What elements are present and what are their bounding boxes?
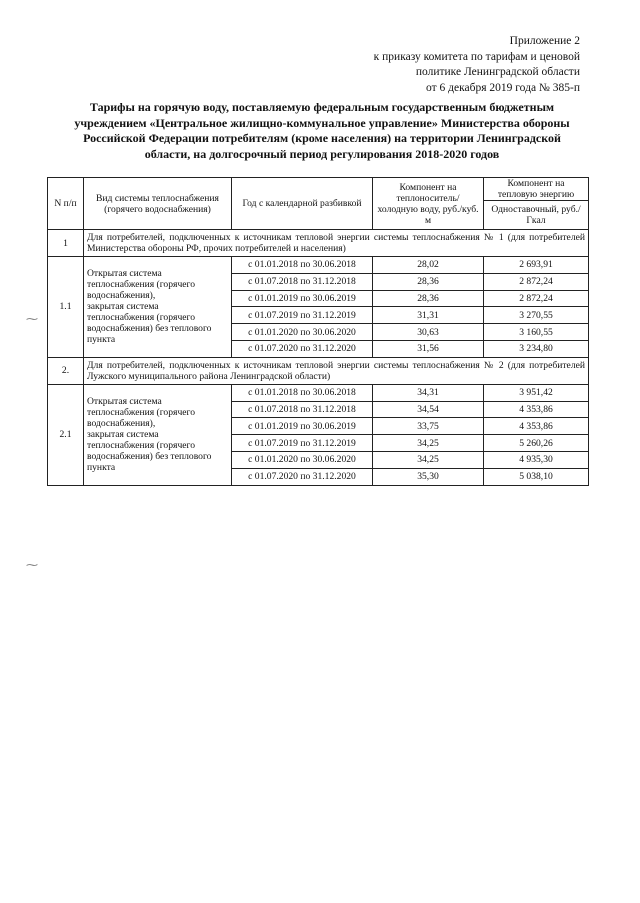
system-closed-text: закрытая система теплоснабжения (горячего водоснабжения) без теплового пункта [87, 429, 212, 474]
group-row [48, 357, 589, 384]
group-num: 2. [48, 357, 84, 384]
title-line: области, на долгосрочный период регулирования 2018-2020 годов [144, 146, 500, 161]
period-cell: с 01.01.2019 по 30.06.2019 [232, 290, 373, 307]
subgroup-num: 1.1 [48, 257, 84, 358]
period-cell: с 01.07.2020 по 31.12.2020 [232, 340, 373, 357]
table-header-row [48, 178, 589, 201]
system-closed-text: закрытая система теплоснабжения (горячего водоснабжения) без теплового пункта [87, 301, 212, 346]
carrier-value: 28,36 [373, 290, 484, 307]
scan-dash-mark: ⁓ [26, 312, 38, 326]
table-row [48, 384, 589, 401]
table-row [48, 257, 589, 274]
period-cell: с 01.01.2020 по 30.06.2020 [232, 451, 373, 468]
group-description: Для потребителей, подключенных к источникам тепловой энергии системы теплоснабжения № 1 (для потребителей Министерства обороны РФ, прочих потребителей и населения) [84, 230, 589, 257]
appendix-header [300, 34, 580, 96]
header-system-type: Вид системы теплоснабжения (горячего водоснабжения) [84, 178, 232, 230]
appendix-line: Приложение 2 [509, 35, 580, 47]
energy-value: 3 160,55 [484, 324, 589, 341]
energy-value: 2 872,24 [484, 273, 589, 290]
scan-dash-mark: ⁓ [26, 558, 38, 572]
carrier-value: 33,75 [373, 418, 484, 435]
title-line: Российской Федерации потребителям (кроме населения) на территории Ленинградской [83, 131, 561, 145]
carrier-value: 34,25 [373, 451, 484, 468]
energy-value: 5 038,10 [484, 468, 589, 485]
energy-value: 4 353,86 [484, 418, 589, 435]
group-description: Для потребителей, подключенных к источникам тепловой энергии системы теплоснабжения № 2 (для потребителей Лужского муниципального района Ленинградской области) [84, 357, 589, 384]
energy-value: 3 234,80 [484, 340, 589, 357]
tariff-table [47, 177, 589, 486]
carrier-value: 31,31 [373, 307, 484, 324]
period-cell: с 01.01.2018 по 30.06.2018 [232, 257, 373, 274]
carrier-value: 34,54 [373, 401, 484, 418]
period-cell: с 01.07.2020 по 31.12.2020 [232, 468, 373, 485]
group-num: 1 [48, 230, 84, 257]
energy-value: 3 270,55 [484, 307, 589, 324]
carrier-value: 34,25 [373, 435, 484, 452]
period-cell: с 01.07.2019 по 31.12.2019 [232, 307, 373, 324]
title-line: Тарифы на горячую воду, поставляемую федеральным государственным бюджетным [89, 100, 555, 114]
system-open-text: Открытая система теплоснабжения (горячего водоснабжения), [87, 396, 196, 430]
carrier-value: 31,56 [373, 340, 484, 357]
energy-value: 4 935,30 [484, 451, 589, 468]
header-num: N п/п [48, 178, 84, 230]
period-cell: с 01.01.2018 по 30.06.2018 [232, 384, 373, 401]
carrier-value: 34,31 [373, 384, 484, 401]
system-open-text: Открытая система теплоснабжения (горячего водоснабжения), [87, 268, 196, 302]
carrier-value: 28,02 [373, 257, 484, 274]
carrier-value: 35,30 [373, 468, 484, 485]
appendix-line: к приказу комитета по тарифам и ценовой [373, 50, 580, 63]
period-cell: с 01.07.2019 по 31.12.2019 [232, 435, 373, 452]
document-title [48, 100, 596, 162]
energy-value: 2 693,91 [484, 257, 589, 274]
header-single-rate: Одноставочный, руб./Гкал [484, 201, 589, 230]
period-cell: с 01.01.2020 по 30.06.2020 [232, 324, 373, 341]
energy-value: 5 260,26 [484, 435, 589, 452]
period-cell: с 01.07.2018 по 31.12.2018 [232, 401, 373, 418]
system-type-cell [84, 384, 232, 485]
appendix-line: от 6 декабря 2019 года № 385-п [426, 81, 580, 94]
energy-value: 2 872,24 [484, 290, 589, 307]
carrier-value: 30,63 [373, 324, 484, 341]
appendix-line: политике Ленинградской области [415, 66, 580, 78]
group-row [48, 230, 589, 257]
header-period: Год с календарной разбивкой [232, 178, 373, 230]
system-type-cell [84, 257, 232, 358]
energy-value: 4 353,86 [484, 401, 589, 418]
header-component-energy: Компонент на тепловую энергию [484, 178, 589, 201]
period-cell: с 01.01.2019 по 30.06.2019 [232, 418, 373, 435]
subgroup-num: 2.1 [48, 384, 84, 485]
title-line: учреждением «Центральное жилищно-коммунальное управление» Министерства обороны [74, 115, 570, 130]
header-component-carrier: Компонент на теплоноситель/ холодную воду, руб./куб. м [373, 178, 484, 230]
carrier-value: 28,36 [373, 273, 484, 290]
energy-value: 3 951,42 [484, 384, 589, 401]
period-cell: с 01.07.2018 по 31.12.2018 [232, 273, 373, 290]
